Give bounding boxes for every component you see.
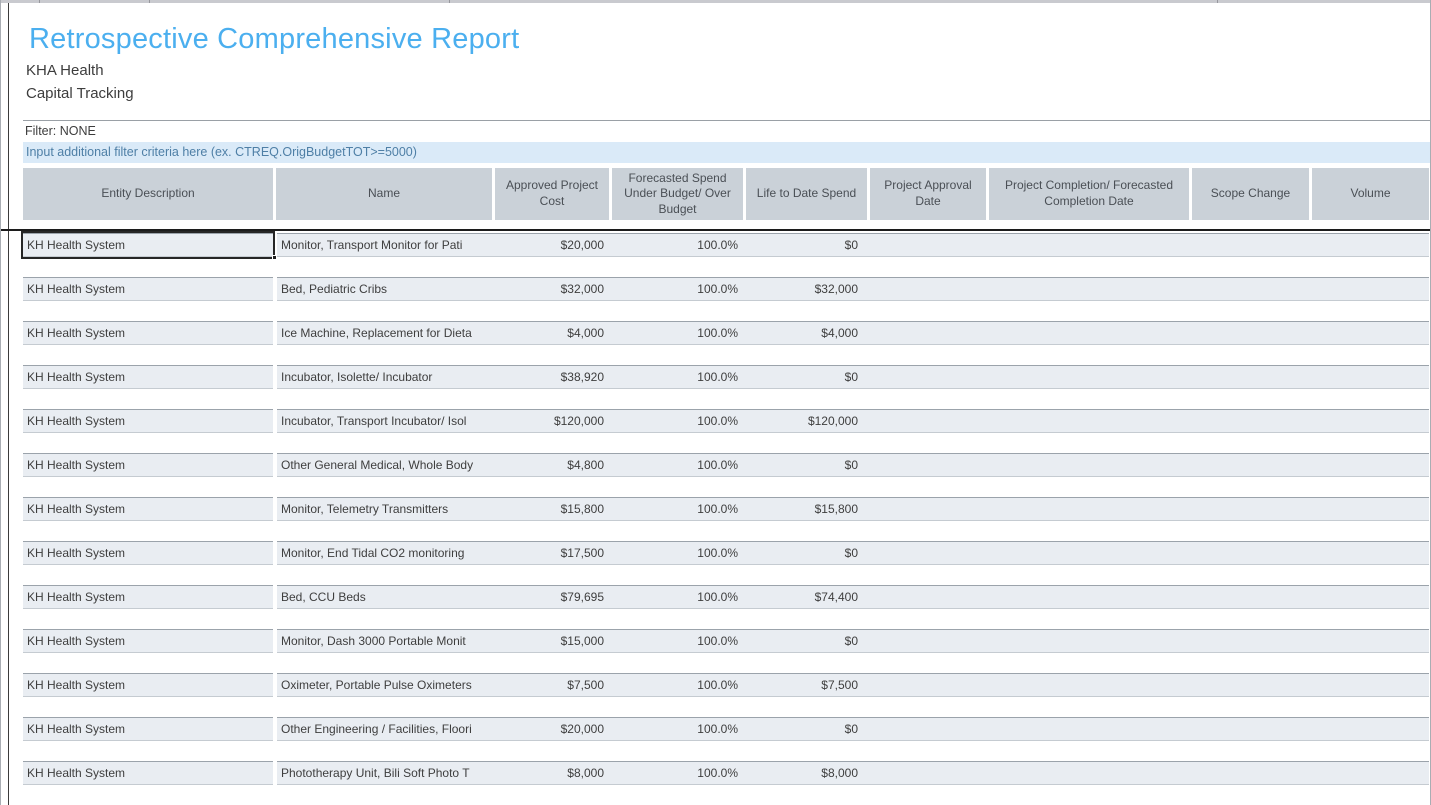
cell-scope-change[interactable] [1189,673,1309,697]
cell-life-to-date[interactable]: $8,000 [743,761,867,785]
cell-volume[interactable] [1309,321,1429,345]
table-row [23,497,1429,521]
cell-entity[interactable]: KH Health System [23,409,273,433]
cell-approved-cost[interactable]: $7,500 [492,673,609,697]
table-row [23,717,1429,741]
cell-scope-change[interactable] [1189,277,1309,301]
fill-handle[interactable] [272,255,277,260]
cell-name[interactable]: Incubator, Transport Incubator/ Isol [277,409,492,433]
cell-approved-cost[interactable]: $15,000 [492,629,609,653]
cell-forecast-percent[interactable]: 100.0% [609,453,743,477]
cell-name[interactable]: Incubator, Isolette/ Incubator [277,365,492,389]
cell-volume[interactable] [1309,233,1429,257]
cell-entity[interactable]: KH Health System [23,233,273,257]
cell-life-to-date[interactable]: $32,000 [743,277,867,301]
cell-entity[interactable]: KH Health System [23,761,273,785]
cell-volume[interactable] [1309,585,1429,609]
column-header-entity-description[interactable]: Entity Description [23,168,273,220]
cell-life-to-date[interactable]: $74,400 [743,585,867,609]
cell-life-to-date[interactable]: $0 [743,453,867,477]
column-edge-tick [39,0,40,3]
cell-name[interactable]: Monitor, Transport Monitor for Pati [277,233,492,257]
cell-approved-cost[interactable]: $8,000 [492,761,609,785]
cell-approval-date[interactable] [867,761,986,785]
table-row [23,761,1429,785]
cell-name[interactable]: Other General Medical, Whole Body [277,453,492,477]
column-header-life-to-date-spend[interactable]: Life to Date Spend [743,168,867,220]
cell-entity[interactable]: KH Health System [23,321,273,345]
table-row [23,453,1429,477]
page-break-line [8,3,9,805]
cell-approved-cost[interactable]: $20,000 [492,233,609,257]
cell-entity[interactable]: KH Health System [23,717,273,741]
cell-entity[interactable]: KH Health System [23,541,273,565]
cell-completion-date[interactable] [986,277,1189,301]
cell-life-to-date[interactable]: $4,000 [743,321,867,345]
cell-approval-date[interactable] [867,497,986,521]
column-header-project-approval-date[interactable]: Project Approval Date [867,168,986,220]
cell-forecast-percent[interactable]: 100.0% [609,497,743,521]
table-row [23,321,1429,345]
cell-approval-date[interactable] [867,717,986,741]
cell-volume[interactable] [1309,717,1429,741]
cell-name[interactable]: Phototherapy Unit, Bili Soft Photo T [277,761,492,785]
cell-scope-change[interactable] [1189,233,1309,257]
cell-volume[interactable] [1309,453,1429,477]
report-subtitle: Capital Tracking [26,85,134,102]
cell-scope-change[interactable] [1189,717,1309,741]
cell-approved-cost[interactable]: $38,920 [492,365,609,389]
cell-volume[interactable] [1309,277,1429,301]
cell-name[interactable]: Ice Machine, Replacement for Dieta [277,321,492,345]
cell-approval-date[interactable] [867,673,986,697]
cell-life-to-date[interactable]: $0 [743,541,867,565]
cell-scope-change[interactable] [1189,365,1309,389]
cell-scope-change[interactable] [1189,629,1309,653]
column-header-project-completion-forecasted-completion-date[interactable]: Project Completion/ Forecasted Completion Date [986,168,1189,220]
cell-approved-cost[interactable]: $79,695 [492,585,609,609]
cell-scope-change[interactable] [1189,585,1309,609]
table-row [23,585,1429,609]
cell-volume[interactable] [1309,761,1429,785]
column-header-forecasted-spend-under-budget-over-budget[interactable]: Forecasted Spend Under Budget/ Over Budget [609,168,743,220]
cell-completion-date[interactable] [986,585,1189,609]
cell-name[interactable]: Bed, CCU Beds [277,585,492,609]
cell-approved-cost[interactable]: $4,000 [492,321,609,345]
table-row [23,277,1429,301]
cell-forecast-percent[interactable]: 100.0% [609,233,743,257]
cell-completion-date[interactable] [986,673,1189,697]
cell-completion-date[interactable] [986,321,1189,345]
cell-life-to-date[interactable]: $15,800 [743,497,867,521]
cell-approval-date[interactable] [867,453,986,477]
cell-approved-cost[interactable]: $15,800 [492,497,609,521]
cell-life-to-date[interactable]: $0 [743,629,867,653]
cell-approval-date[interactable] [867,321,986,345]
table-header-row [23,168,1429,220]
cell-forecast-percent[interactable]: 100.0% [609,717,743,741]
table-row [23,233,1429,257]
cell-completion-date[interactable] [986,409,1189,433]
cell-scope-change[interactable] [1189,761,1309,785]
cell-approved-cost[interactable]: $120,000 [492,409,609,433]
cell-completion-date[interactable] [986,541,1189,565]
cell-volume[interactable] [1309,629,1429,653]
cell-forecast-percent[interactable]: 100.0% [609,673,743,697]
cell-name[interactable]: Monitor, Dash 3000 Portable Monit [277,629,492,653]
cell-forecast-percent[interactable]: 100.0% [609,585,743,609]
cell-scope-change[interactable] [1189,321,1309,345]
cell-forecast-percent[interactable]: 100.0% [609,409,743,433]
cell-approval-date[interactable] [867,585,986,609]
column-edge-tick [449,0,450,3]
cell-life-to-date[interactable]: $120,000 [743,409,867,433]
cell-approval-date[interactable] [867,233,986,257]
cell-forecast-percent[interactable]: 100.0% [609,761,743,785]
filter-status: Filter: NONE [23,120,1431,142]
cell-completion-date[interactable] [986,453,1189,477]
filter-criteria-input[interactable]: Input additional filter criteria here (ex. CTREQ.OrigBudgetTOT>=5000) [23,142,1431,163]
table-row [23,673,1429,697]
cell-entity[interactable]: KH Health System [23,365,273,389]
cell-entity[interactable]: KH Health System [23,629,273,653]
cell-completion-date[interactable] [986,629,1189,653]
cell-life-to-date[interactable]: $0 [743,233,867,257]
cell-completion-date[interactable] [986,761,1189,785]
cell-completion-date[interactable] [986,717,1189,741]
column-edge-tick [149,0,150,3]
cell-completion-date[interactable] [986,233,1189,257]
cell-entity[interactable]: KH Health System [23,453,273,477]
cell-forecast-percent[interactable]: 100.0% [609,629,743,653]
table-row [23,629,1429,653]
cell-volume[interactable] [1309,409,1429,433]
organization-name: KHA Health [26,62,104,79]
cell-life-to-date[interactable]: $7,500 [743,673,867,697]
cell-forecast-percent[interactable]: 100.0% [609,321,743,345]
cell-scope-change[interactable] [1189,541,1309,565]
column-header-volume[interactable]: Volume [1309,168,1429,220]
cell-forecast-percent[interactable]: 100.0% [609,365,743,389]
cell-name[interactable]: Monitor, Telemetry Transmitters [277,497,492,521]
cell-completion-date[interactable] [986,365,1189,389]
cell-scope-change[interactable] [1189,453,1309,477]
cell-entity[interactable]: KH Health System [23,585,273,609]
cell-life-to-date[interactable]: $0 [743,365,867,389]
table-row [23,541,1429,565]
column-header-approved-project-cost[interactable]: Approved Project Cost [492,168,609,220]
cell-entity[interactable]: KH Health System [23,277,273,301]
cell-approved-cost[interactable]: $4,800 [492,453,609,477]
cell-scope-change[interactable] [1189,497,1309,521]
cell-name[interactable]: Bed, Pediatric Cribs [277,277,492,301]
freeze-pane-divider [1,229,1431,231]
cell-name[interactable]: Other Engineering / Facilities, Floori [277,717,492,741]
cell-entity[interactable]: KH Health System [23,673,273,697]
cell-approval-date[interactable] [867,541,986,565]
cell-approved-cost[interactable]: $32,000 [492,277,609,301]
table-body [23,233,1429,805]
cell-volume[interactable] [1309,365,1429,389]
cell-approval-date[interactable] [867,277,986,301]
cell-forecast-percent[interactable]: 100.0% [609,277,743,301]
table-row [23,409,1429,433]
column-edge-tick [1217,0,1218,3]
window-top-edge [1,0,1431,3]
cell-name[interactable]: Oximeter, Portable Pulse Oximeters [277,673,492,697]
cell-scope-change[interactable] [1189,409,1309,433]
cell-name[interactable]: Monitor, End Tidal CO2 monitoring [277,541,492,565]
table-row [23,365,1429,389]
cell-life-to-date[interactable]: $0 [743,717,867,741]
cell-approval-date[interactable] [867,409,986,433]
column-header-scope-change[interactable]: Scope Change [1189,168,1309,220]
cell-volume[interactable] [1309,673,1429,697]
report-title: Retrospective Comprehensive Report [29,23,520,55]
column-header-name[interactable]: Name [273,168,492,220]
cell-volume[interactable] [1309,497,1429,521]
cell-completion-date[interactable] [986,497,1189,521]
cell-approval-date[interactable] [867,365,986,389]
cell-entity[interactable]: KH Health System [23,497,273,521]
cell-approved-cost[interactable]: $17,500 [492,541,609,565]
cell-approval-date[interactable] [867,629,986,653]
cell-forecast-percent[interactable]: 100.0% [609,541,743,565]
cell-approved-cost[interactable]: $20,000 [492,717,609,741]
cell-volume[interactable] [1309,541,1429,565]
